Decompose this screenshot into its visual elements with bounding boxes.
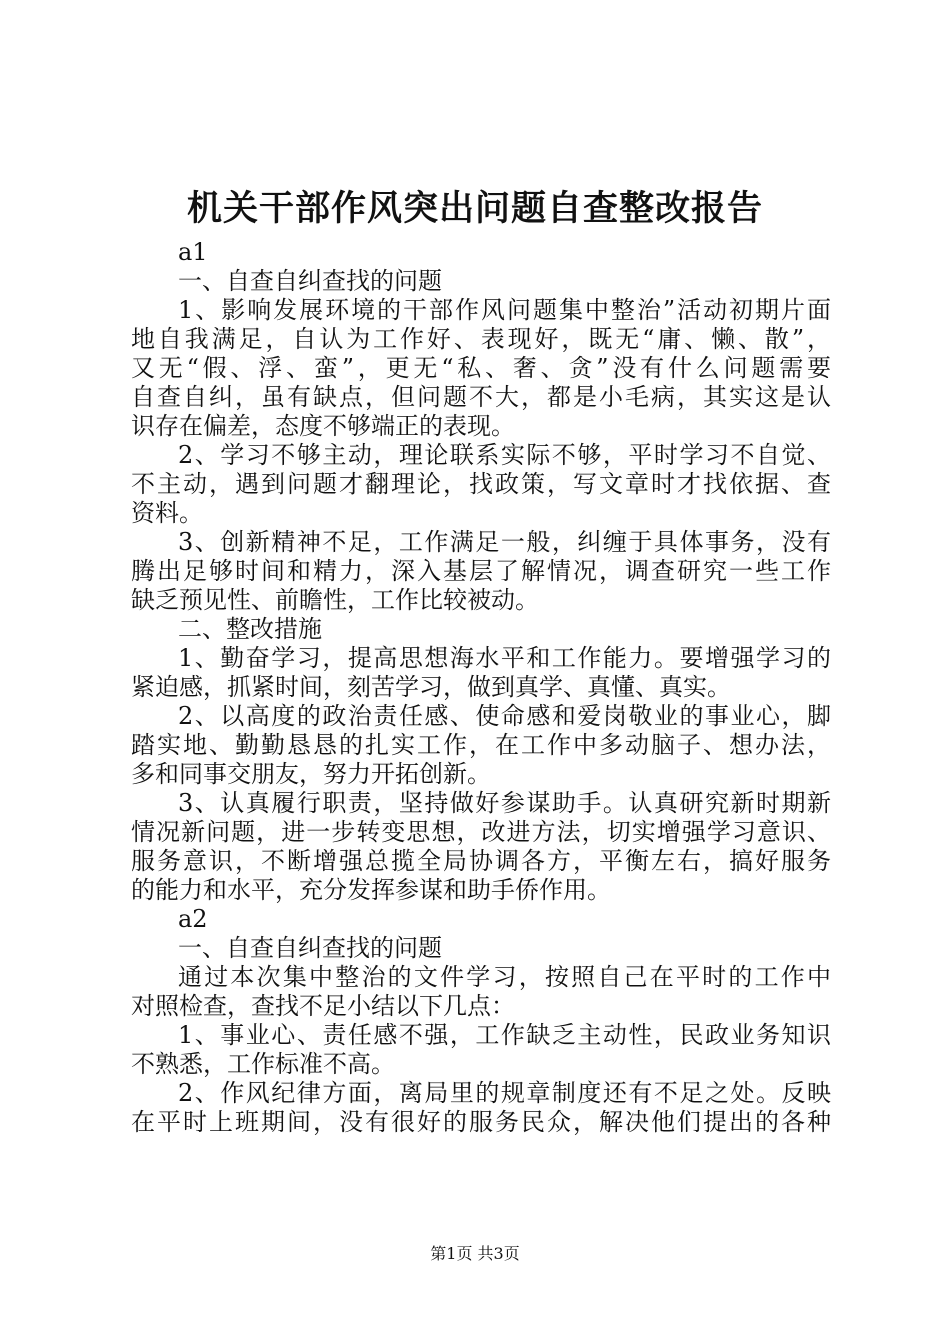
body-line: 地自我满足，自认为工作好、表现好，既无“庸、懒、散”， <box>131 325 831 353</box>
body-line: 一、自查自纠查找的问题 <box>178 934 442 962</box>
body-line: 腾出足够时间和精力，深入基层了解情况，调查研究一些工作 <box>131 557 831 585</box>
body-line: 紧迫感，抓紧时间，刻苦学习，做到真学、真懂、真实。 <box>131 673 731 701</box>
body-line: 通过本次集中整治的文件学习，按照自己在平时的工作中 <box>178 963 831 991</box>
page-footer: 第1页 共3页 <box>430 1244 520 1263</box>
body-line: 缺乏预见性、前瞻性，工作比较被动。 <box>131 586 539 614</box>
body-line: 自查自纠，虽有缺点，但问题不大，都是小毛病，其实这是认 <box>131 383 831 411</box>
body-line: 情况新问题，进一步转变思想，改进方法，切实增强学习意识、 <box>131 818 831 846</box>
body-line: 踏实地、勤勤恳恳的扎实工作，在工作中多动脑子、想办法， <box>131 731 831 759</box>
body-line: 2、以高度的政治责任感、使命感和爱岗敬业的事业心，脚 <box>178 702 831 730</box>
body-line: 1、影响发展环境的干部作风问题集中整治”活动初期片面 <box>178 296 831 324</box>
body-line: 资料。 <box>131 499 203 527</box>
body-line: 2、学习不够主动，理论联系实际不够，平时学习不自觉、 <box>178 441 831 469</box>
body-line: 1、勤奋学习，提高思想海水平和工作能力。要增强学习的 <box>178 644 831 672</box>
body-line: 的能力和水平，充分发挥参谋和助手侨作用。 <box>131 876 611 904</box>
body-line: 不主动，遇到问题才翻理论，找政策，写文章时才找依据、查 <box>131 470 831 498</box>
body-line: 3、认真履行职责，坚持做好参谋助手。认真研究新时期新 <box>178 789 831 817</box>
body-line: 不熟悉，工作标准不高。 <box>131 1050 395 1078</box>
body-line: 1、事业心、责任感不强，工作缺乏主动性，民政业务知识 <box>178 1021 831 1049</box>
body-line: 二、整改措施 <box>178 615 322 643</box>
body-line: 又无“假、浮、蛮”，更无“私、奢、贪”没有什么问题需要 <box>131 354 831 382</box>
body-line: 3、创新精神不足，工作满足一般，纠缠于具体事务，没有 <box>178 528 831 556</box>
document-title: 机关干部作风突出问题自查整改报告 <box>186 188 763 229</box>
body-line: a2 <box>178 905 208 933</box>
body-line: 一、自查自纠查找的问题 <box>178 267 442 295</box>
body-line: 2、作风纪律方面，离局里的规章制度还有不足之处。反映 <box>178 1079 831 1107</box>
body-line: 对照检查，查找不足小结以下几点： <box>131 992 515 1020</box>
body-line: 识存在偏差，态度不够端正的表现。 <box>131 412 515 440</box>
document-body <box>131 238 831 1137</box>
body-line: 在平时上班期间，没有很好的服务民众，解决他们提出的各种 <box>131 1108 831 1136</box>
body-line: 服务意识，不断增强总揽全局协调各方，平衡左右，搞好服务 <box>131 847 831 875</box>
body-line: a1 <box>178 238 208 266</box>
body-line: 多和同事交朋友，努力开拓创新。 <box>131 760 491 788</box>
